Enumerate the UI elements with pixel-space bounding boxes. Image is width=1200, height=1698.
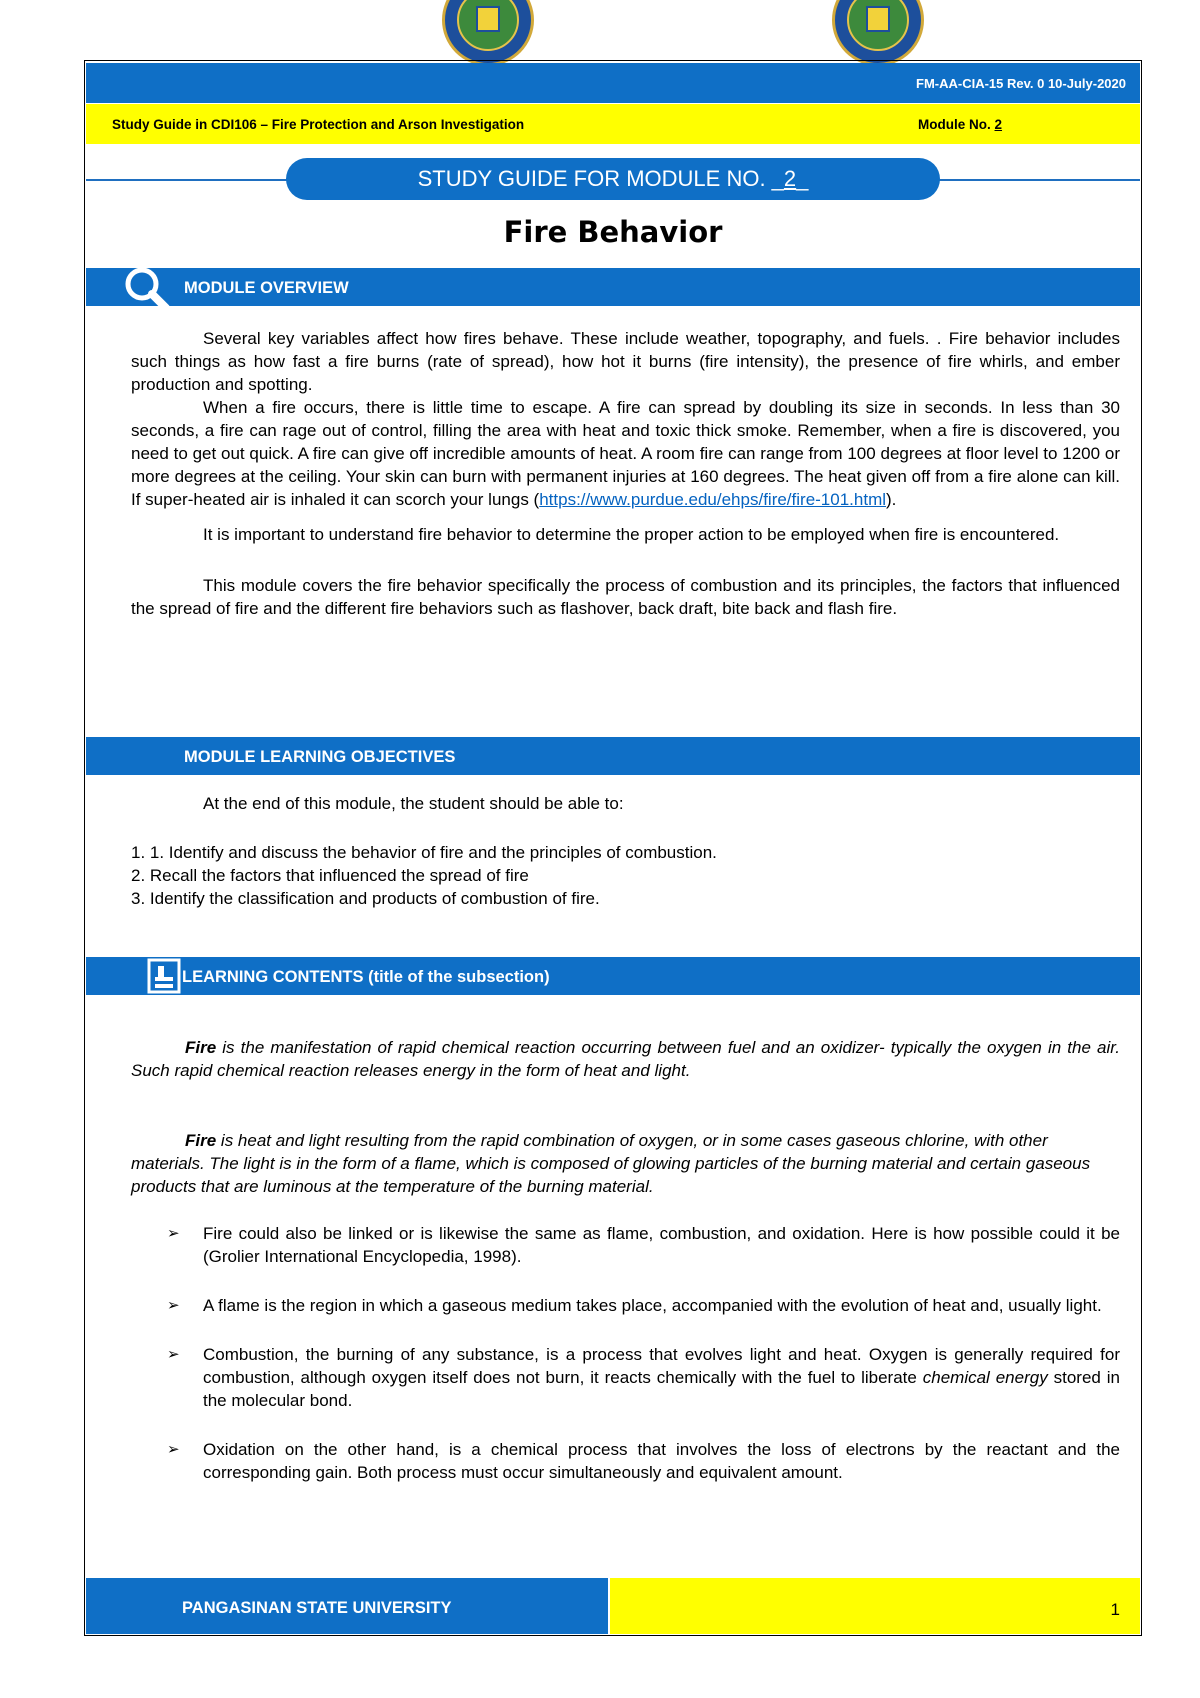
- university-name: PANGASINAN STATE UNIVERSITY: [182, 1599, 452, 1617]
- list-item: [131, 1438, 1120, 1484]
- study-guide-title: [286, 158, 940, 200]
- study-guide-line: Study Guide in CDI106 – Fire Protection and Arson Investigation: [112, 117, 525, 132]
- overview-paragraph-2-text: When a fire occurs, there is little time to escape. A fire can spread by doubling its size in seconds. In less than 30 seconds, a fire can rage out of control, filling the area with heat and toxic thick smoke. Remember, when a fire is discovered, you need to get out quick. A fire can give off incredible amounts of heat. A room fire can range from 100 degrees at floor level to 1200 or more degrees at the ceiling. Your skin can burn with permanent injuries at 160 degrees. The heat given off from a fire alone can kill. If super-heated air is inhaled it can scorch your lungs (: [131, 398, 1120, 509]
- bullet-text-end: stored in the molecular bond.: [203, 1368, 1120, 1410]
- objective-item: 3. Identify the classification and products of combustion of fire.: [131, 889, 600, 908]
- bullet-text: A flame is the region in which a gaseous medium takes place, accompanied with the evolution of heat and, usually light.: [203, 1296, 1102, 1315]
- fire-term-1: Fire: [185, 1038, 217, 1057]
- page-title: Fire Behavior: [503, 215, 723, 249]
- arrow-bullet-icon: ➢: [167, 1225, 180, 1242]
- objectives-heading-bar: [86, 737, 1140, 775]
- list-item: [131, 1294, 1120, 1317]
- overview-paragraph-2: [131, 396, 1120, 511]
- module-label: Module No.: [918, 117, 995, 132]
- fire-term-2: Fire: [185, 1131, 217, 1150]
- fire-definition-1-text: is the manifestation of rapid chemical reaction occurring between fuel and an oxidizer- typically the oxygen in the air. Such rapid chemical reaction releases energy in the form of heat and light.: [131, 1038, 1120, 1080]
- magnifier-icon: [118, 262, 174, 314]
- module-number: 2: [994, 117, 1003, 132]
- purdue-link[interactable]: https://www.purdue.edu/ehps/fire/fire-101.html: [539, 490, 887, 509]
- arrow-bullet-icon: ➢: [167, 1297, 180, 1314]
- title-prefix: STUDY GUIDE FOR MODULE NO. _: [417, 166, 784, 191]
- fire-concepts-list: [131, 1222, 1120, 1484]
- objectives-intro: At the end of this module, the student should be able to:: [203, 794, 624, 813]
- page-number: 1: [1110, 1600, 1120, 1619]
- objective-item: 2. Recall the factors that influenced the spread of fire: [131, 866, 529, 885]
- title-suffix: _: [796, 166, 809, 191]
- study-guide-bar: [86, 104, 1140, 144]
- objectives-heading: MODULE LEARNING OBJECTIVES: [184, 748, 456, 766]
- overview-body: [131, 327, 1120, 620]
- overview-paragraph-1: Several key variables affect how fires behave. These include weather, topography, and fuels. . Fire behavior includes such things as how fast a fire burns (rate of spread), how hot it burns (fire intensity), the presence of fire whirls, and ember production and spotting.: [131, 329, 1120, 394]
- list-item: [131, 1343, 1120, 1412]
- bullet-text: Fire could also be linked or is likewise the same as flame, combustion, and oxidation. Here is how possible could it be (Grolier International Encyclopedia, 1998).: [203, 1224, 1120, 1266]
- module-number-label: [918, 117, 1002, 132]
- arrow-bullet-icon: ➢: [167, 1346, 180, 1363]
- contents-heading: LEARNING CONTENTS (title of the subsection): [182, 968, 550, 986]
- objectives-list: [131, 841, 1120, 910]
- contents-heading-bar: [86, 957, 1140, 995]
- document-icon: [146, 957, 182, 995]
- form-code-bar: [86, 63, 1140, 103]
- chemical-energy-term: chemical energy: [922, 1368, 1048, 1387]
- fire-definition-2: [131, 1129, 1120, 1198]
- contents-body: [131, 1036, 1120, 1510]
- overview-heading-bar: [86, 268, 1140, 306]
- overview-paragraph-4: This module covers the fire behavior specifically the process of combustion and its principles, the factors that influenced the spread of fire and the different fire behaviors such as flashover, back draft, bite back and flash fire.: [131, 576, 1120, 618]
- title-number: 2: [783, 166, 797, 191]
- footer-university-bar: [86, 1578, 608, 1634]
- overview-paragraph-2-end: ).: [886, 490, 897, 509]
- list-item: [131, 1222, 1120, 1268]
- fire-definition-2-text: is heat and light resulting from the rapid combination of oxygen, or in some cases gaseous chlorine, with other materials. The light is in the form of a flame, which is composed of glowing particles of the burning material and certain gaseous products that are luminous at the temperature of the burning material.: [131, 1131, 1091, 1196]
- form-code: FM-AA-CIA-15 Rev. 0 10-July-2020: [916, 76, 1126, 91]
- fire-definition-1: [131, 1036, 1120, 1082]
- objectives-body: [131, 792, 1120, 910]
- overview-paragraph-3: It is important to understand fire behavior to determine the proper action to be employed when fire is encountered.: [203, 525, 1060, 544]
- objective-item: 1. 1. Identify and discuss the behavior of fire and the principles of combustion.: [131, 843, 717, 862]
- bullet-text: Oxidation on the other hand, is a chemical process that involves the loss of electrons by the reactant and the corresponding gain. Both process must occur simultaneously and equivalent amount.: [203, 1440, 1120, 1482]
- footer-page-bar: [610, 1578, 1140, 1634]
- overview-heading: MODULE OVERVIEW: [184, 279, 349, 297]
- bullet-text: Combustion, the burning of any substance, is a process that evolves light and heat. Oxygen is generally required for combustion, although oxygen itself does not burn, it reacts chemically with the fuel to liberate: [203, 1345, 1120, 1387]
- arrow-bullet-icon: ➢: [167, 1441, 180, 1458]
